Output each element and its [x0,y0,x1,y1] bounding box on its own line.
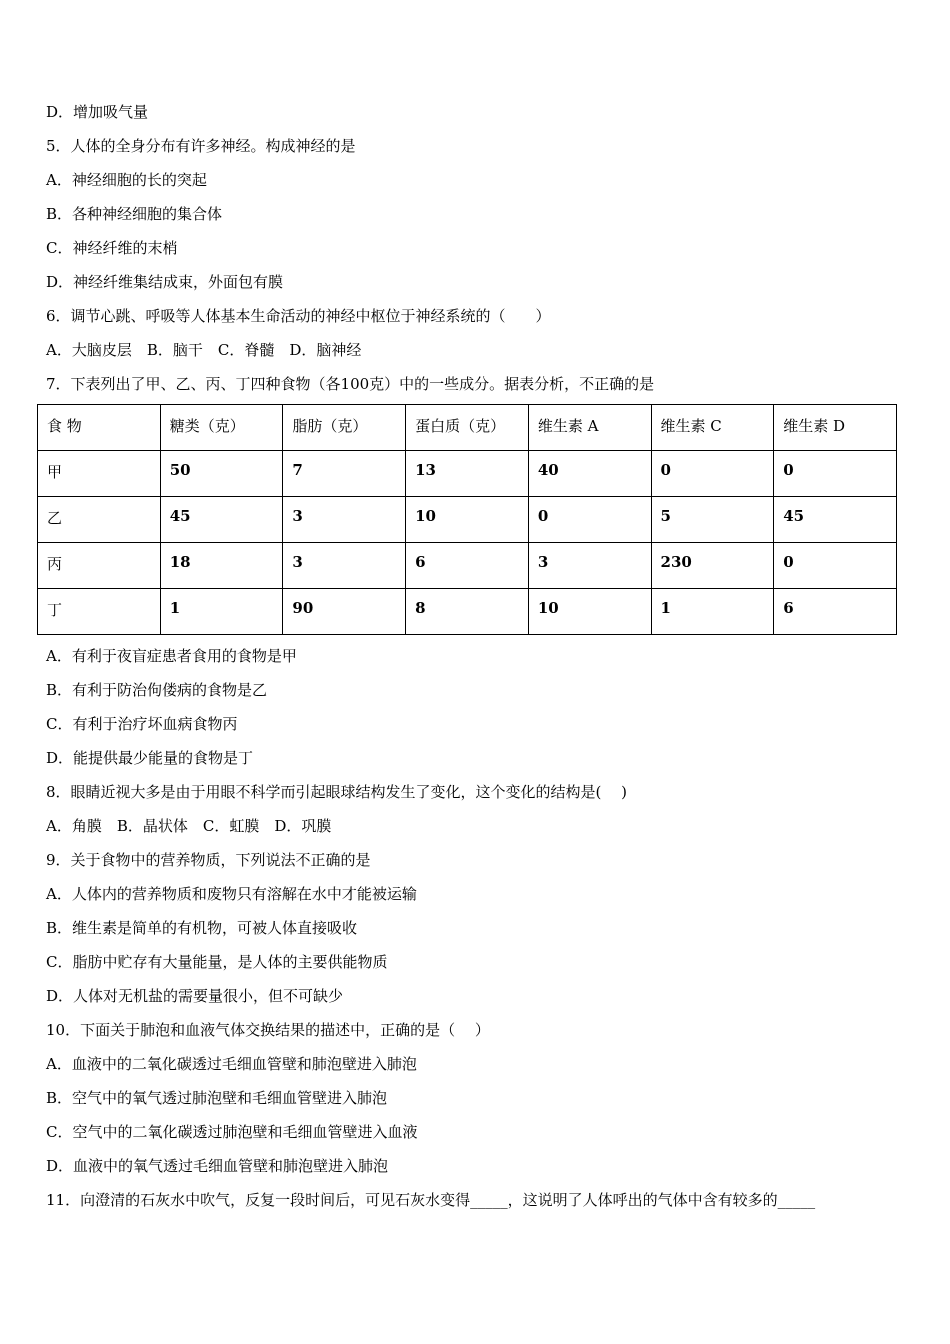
q7-option-b: B．有利于防治佝偻病的食物是乙 [46,681,268,699]
table-cell: 90 [283,589,406,635]
q9-option-b: B．维生素是简单的有机物，可被人体直接吸收 [46,919,358,937]
table-cell: 10 [406,497,529,543]
q6-options: A．大脑皮层 B．脑干 C．脊髓 D．脑神经 [46,341,362,359]
q5-option-c: C．神经纤维的末梢 [46,239,178,257]
table-header: 蛋白质（克） [406,405,529,451]
q7-option-a: A．有利于夜盲症患者食用的食物是甲 [46,647,297,665]
q9-option-c: C．脂肪中贮存有大量能量，是人体的主要供能物质 [46,953,388,971]
table-header: 糖类（克） [160,405,283,451]
q8-options: A．角膜 B．晶状体 C．虹膜 D．巩膜 [46,817,332,835]
q7-option-c: C．有利于治疗坏血病食物丙 [46,715,238,733]
table-cell: 1 [651,589,774,635]
table-header: 食 物 [38,405,161,451]
line-d-inhale: D．增加吸气量 [46,103,149,121]
q9-option-a: A．人体内的营养物质和废物只有溶解在水中才能被运输 [46,885,417,903]
q5-option-a: A．神经细胞的长的突起 [46,171,207,189]
table-cell: 6 [406,543,529,589]
table-cell: 丙 [38,543,161,589]
table-cell: 5 [651,497,774,543]
table-cell: 乙 [38,497,161,543]
table-cell: 45 [774,497,897,543]
table-header: 维生素 A [528,405,651,451]
table-cell: 10 [528,589,651,635]
table-cell: 8 [406,589,529,635]
table-cell: 0 [651,451,774,497]
table-cell: 3 [283,543,406,589]
q5-option-d: D．神经纤维集结成束，外面包有膜 [46,273,284,291]
q10-option-a: A．血液中的二氧化碳透过毛细血管壁和肺泡壁进入肺泡 [46,1055,417,1073]
table-row [38,497,897,543]
table-header-row [38,405,897,451]
question-11: 11．向澄清的石灰水中吹气，反复一段时间后，可见石灰水变得_____，这说明了人体呼出的气体中含有较多的_____ [46,1191,816,1209]
question-10: 10．下面关于肺泡和血液气体交换结果的描述中，正确的是（ ） [46,1021,490,1039]
table-cell: 6 [774,589,897,635]
q5-option-b: B．各种神经细胞的集合体 [46,205,223,223]
question-8: 8．眼睛近视大多是由于用眼不科学而引起眼球结构发生了变化，这个变化的结构是( ) [46,783,628,801]
q10-option-b: B．空气中的氧气透过肺泡壁和毛细血管壁进入肺泡 [46,1089,388,1107]
question-5: 5．人体的全身分布有许多神经。构成神经的是 [46,137,356,155]
table-cell: 18 [160,543,283,589]
q10-option-d: D．血液中的氧气透过毛细血管壁和肺泡壁进入肺泡 [46,1157,389,1175]
table-row [38,451,897,497]
table-cell: 1 [160,589,283,635]
table-cell: 丁 [38,589,161,635]
table-cell: 7 [283,451,406,497]
table-cell: 230 [651,543,774,589]
table-cell: 0 [774,451,897,497]
table-cell: 40 [528,451,651,497]
q10-option-c: C．空气中的二氧化碳透过肺泡壁和毛细血管壁进入血液 [46,1123,418,1141]
nutrition-table [37,404,897,635]
table-cell: 13 [406,451,529,497]
table-row [38,543,897,589]
question-7: 7．下表列出了甲、乙、丙、丁四种食物（各100克）中的一些成分。据表分析，不正确的是 [46,375,655,393]
table-header: 脂肪（克） [283,405,406,451]
table-header: 维生素 C [651,405,774,451]
q7-option-d: D．能提供最少能量的食物是丁 [46,749,254,767]
table-cell: 甲 [38,451,161,497]
table-header: 维生素 D [774,405,897,451]
table-cell: 0 [774,543,897,589]
question-9: 9．关于食物中的营养物质，下列说法不正确的是 [46,851,371,869]
table-cell: 3 [283,497,406,543]
question-6: 6．调节心跳、呼吸等人体基本生命活动的神经中枢位于神经系统的（ ） [46,307,551,325]
table-cell: 3 [528,543,651,589]
table-cell: 0 [528,497,651,543]
q9-option-d: D．人体对无机盐的需要量很小，但不可缺少 [46,987,344,1005]
table-cell: 50 [160,451,283,497]
table-row [38,589,897,635]
table-cell: 45 [160,497,283,543]
